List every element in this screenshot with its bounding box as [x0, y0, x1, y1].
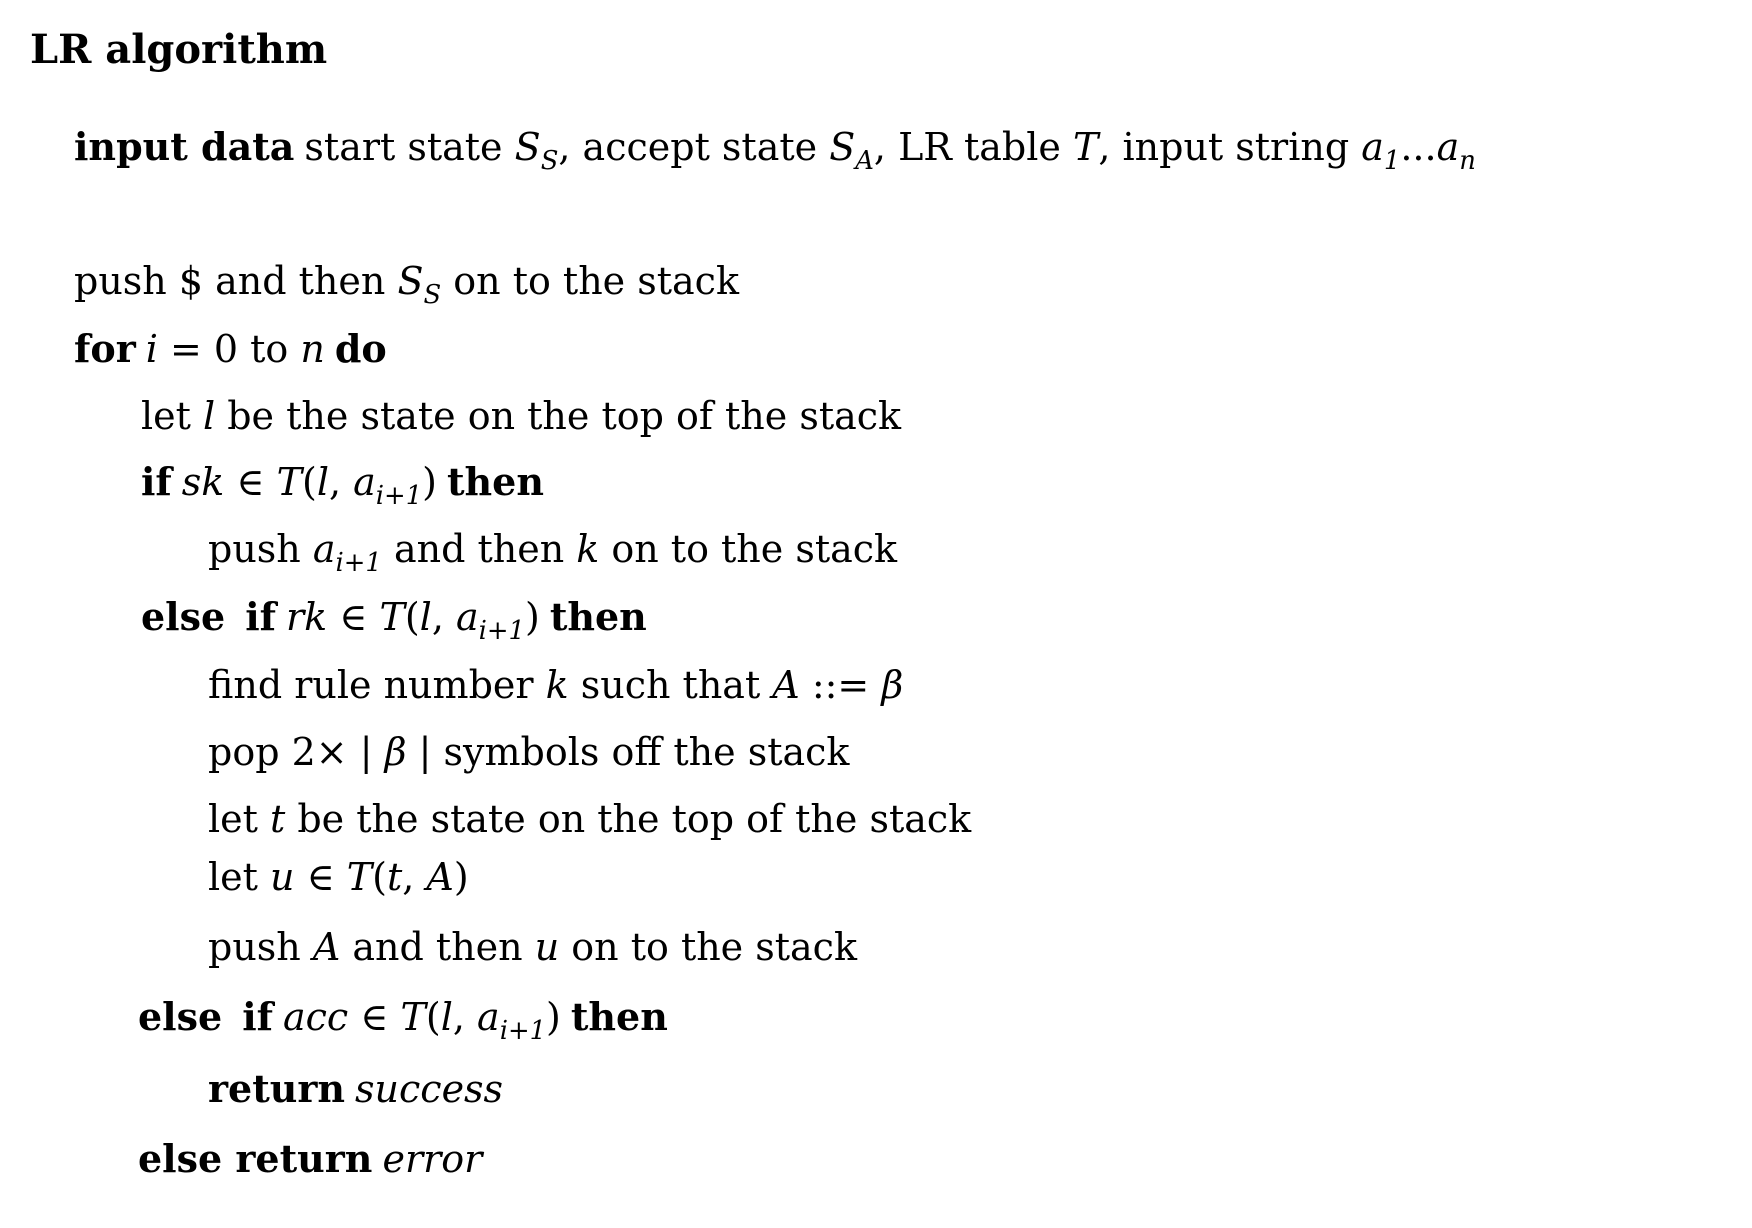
- then-keyword: then: [549, 594, 647, 639]
- symbol-a-sub: i+1: [478, 616, 525, 647]
- return-keyword: return: [208, 1066, 346, 1111]
- push-A-line: [208, 925, 857, 969]
- push-shift-var-a: a: [312, 527, 336, 571]
- let-t-text-1: let: [208, 797, 270, 841]
- push-shift-var-k: k: [576, 527, 600, 571]
- find-rule-text-1: find rule number: [208, 663, 546, 707]
- push-shift-sub-a: i+1: [335, 548, 382, 579]
- lr-table-ref: T: [276, 460, 302, 504]
- pop-text-2: | symbols off the stack: [406, 730, 850, 774]
- push-init-var: S: [397, 259, 424, 303]
- loop-var-n: n: [300, 327, 325, 371]
- return-success-line: [208, 1066, 504, 1111]
- else-return-error-line: [138, 1136, 483, 1181]
- close-paren: ): [525, 595, 540, 639]
- let-u-text-1: let: [208, 855, 270, 899]
- success-value: success: [355, 1067, 504, 1111]
- else-return-keyword: else return: [138, 1136, 373, 1181]
- symbol-a-sub: i+1: [499, 1016, 547, 1047]
- let-l-line: [141, 394, 902, 438]
- symbol-a-sub: i+1: [375, 481, 423, 512]
- comma: ,: [431, 595, 456, 639]
- reduce-action-var: rk: [285, 595, 328, 639]
- find-rule-line: [208, 663, 904, 707]
- input-text-5: ...: [1400, 125, 1437, 169]
- let-u-var-A: A: [426, 855, 454, 899]
- let-u-var-u: u: [270, 855, 295, 899]
- symbol-a-ref: a: [353, 460, 376, 504]
- else-keyword: else: [138, 994, 223, 1039]
- if-keyword: if: [141, 459, 172, 504]
- symbol-a-ref: a: [477, 995, 500, 1039]
- push-shift-line: [208, 527, 898, 579]
- push-shift-text-1: push: [208, 527, 313, 571]
- let-t-text-2: be the state on the top of the stack: [285, 797, 972, 841]
- push-shift-text-3: on to the stack: [599, 527, 898, 571]
- algorithm-title: LR algorithm: [30, 26, 328, 73]
- input-text-3: , LR table: [873, 125, 1073, 169]
- pop-text-1: pop 2× |: [208, 730, 385, 774]
- find-rule-text-3: ::=: [799, 663, 882, 707]
- find-rule-text-2: such that: [568, 663, 773, 707]
- open-paren: (: [404, 595, 420, 639]
- for-loop-line: [74, 326, 387, 371]
- start-state-var: S: [514, 125, 541, 169]
- push-init-line: [74, 259, 739, 311]
- start-state-sub: S: [540, 146, 559, 177]
- error-value: error: [382, 1137, 483, 1181]
- let-l-text-2: be the state on the top of the stack: [215, 394, 902, 438]
- loop-var-i: i: [145, 327, 158, 371]
- else-if-accept-line: [138, 994, 668, 1047]
- let-l-var: l: [203, 394, 216, 438]
- input-string-last-sub: n: [1459, 146, 1476, 177]
- push-shift-text-2: and then: [381, 527, 577, 571]
- element-of-symbol: ∈: [327, 595, 380, 639]
- symbol-a-ref: a: [456, 595, 479, 639]
- state-l-ref: l: [419, 595, 432, 639]
- accept-state-var: S: [829, 125, 856, 169]
- input-data-line: [74, 124, 1476, 177]
- for-keyword: for: [74, 326, 136, 371]
- element-of-symbol: ∈: [224, 460, 277, 504]
- input-data-keyword: input data: [74, 124, 295, 169]
- input-text-1: start state: [304, 125, 515, 169]
- let-u-line: [208, 855, 469, 899]
- lr-table-ref: T: [346, 855, 373, 899]
- do-keyword: do: [334, 326, 387, 371]
- find-rule-var-beta: β: [881, 663, 904, 707]
- let-l-text-1: let: [141, 394, 203, 438]
- push-A-var-u: u: [534, 925, 560, 969]
- else-if-reduce-line: [141, 594, 647, 647]
- find-rule-var-k: k: [545, 663, 569, 707]
- let-u-var-t: t: [386, 855, 403, 899]
- close-paren: ): [422, 460, 437, 504]
- if-keyword: if: [242, 994, 273, 1039]
- input-string-first-var: a: [1361, 125, 1384, 169]
- close-paren: ): [546, 995, 561, 1039]
- if-shift-line: [141, 459, 544, 512]
- pop-var-beta: β: [384, 730, 407, 774]
- lr-table-var: T: [1072, 125, 1099, 169]
- open-paren: (: [425, 995, 441, 1039]
- state-l-ref: l: [440, 995, 453, 1039]
- element-of-symbol: ∈: [348, 995, 401, 1039]
- input-string-last-var: a: [1436, 125, 1460, 169]
- then-keyword: then: [570, 994, 668, 1039]
- comma: ,: [402, 855, 427, 899]
- input-text-4: , input string: [1098, 125, 1362, 169]
- input-text-2: , accept state: [558, 125, 830, 169]
- open-paren: (: [372, 855, 387, 899]
- find-rule-var-A: A: [772, 663, 800, 707]
- accept-state-sub: A: [855, 146, 874, 177]
- push-A-text-2: and then: [340, 925, 535, 969]
- open-paren: (: [301, 460, 317, 504]
- close-paren: ): [453, 855, 469, 899]
- push-A-var-A: A: [312, 925, 341, 969]
- lr-table-ref: T: [379, 595, 405, 639]
- pop-line: [208, 730, 850, 774]
- comma: ,: [452, 995, 478, 1039]
- push-A-text-3: on to the stack: [559, 925, 857, 969]
- let-t-line: [208, 797, 972, 841]
- input-string-first-sub: 1: [1383, 146, 1401, 177]
- accept-action-var: acc: [282, 995, 349, 1039]
- else-keyword: else: [141, 594, 226, 639]
- lr-table-ref: T: [400, 995, 426, 1039]
- then-keyword: then: [446, 459, 544, 504]
- push-init-text-2: on to the stack: [441, 259, 739, 303]
- push-init-sub: S: [423, 280, 442, 311]
- loop-range-text: = 0 to: [157, 327, 301, 371]
- if-keyword: if: [245, 594, 276, 639]
- element-of-symbol: ∈: [294, 855, 347, 899]
- push-init-text-1: push $ and then: [74, 259, 398, 303]
- shift-action-var: sk: [181, 460, 225, 504]
- comma: ,: [328, 460, 354, 504]
- let-t-var: t: [270, 797, 286, 841]
- push-A-text-1: push: [208, 925, 313, 969]
- state-l-ref: l: [316, 460, 329, 504]
